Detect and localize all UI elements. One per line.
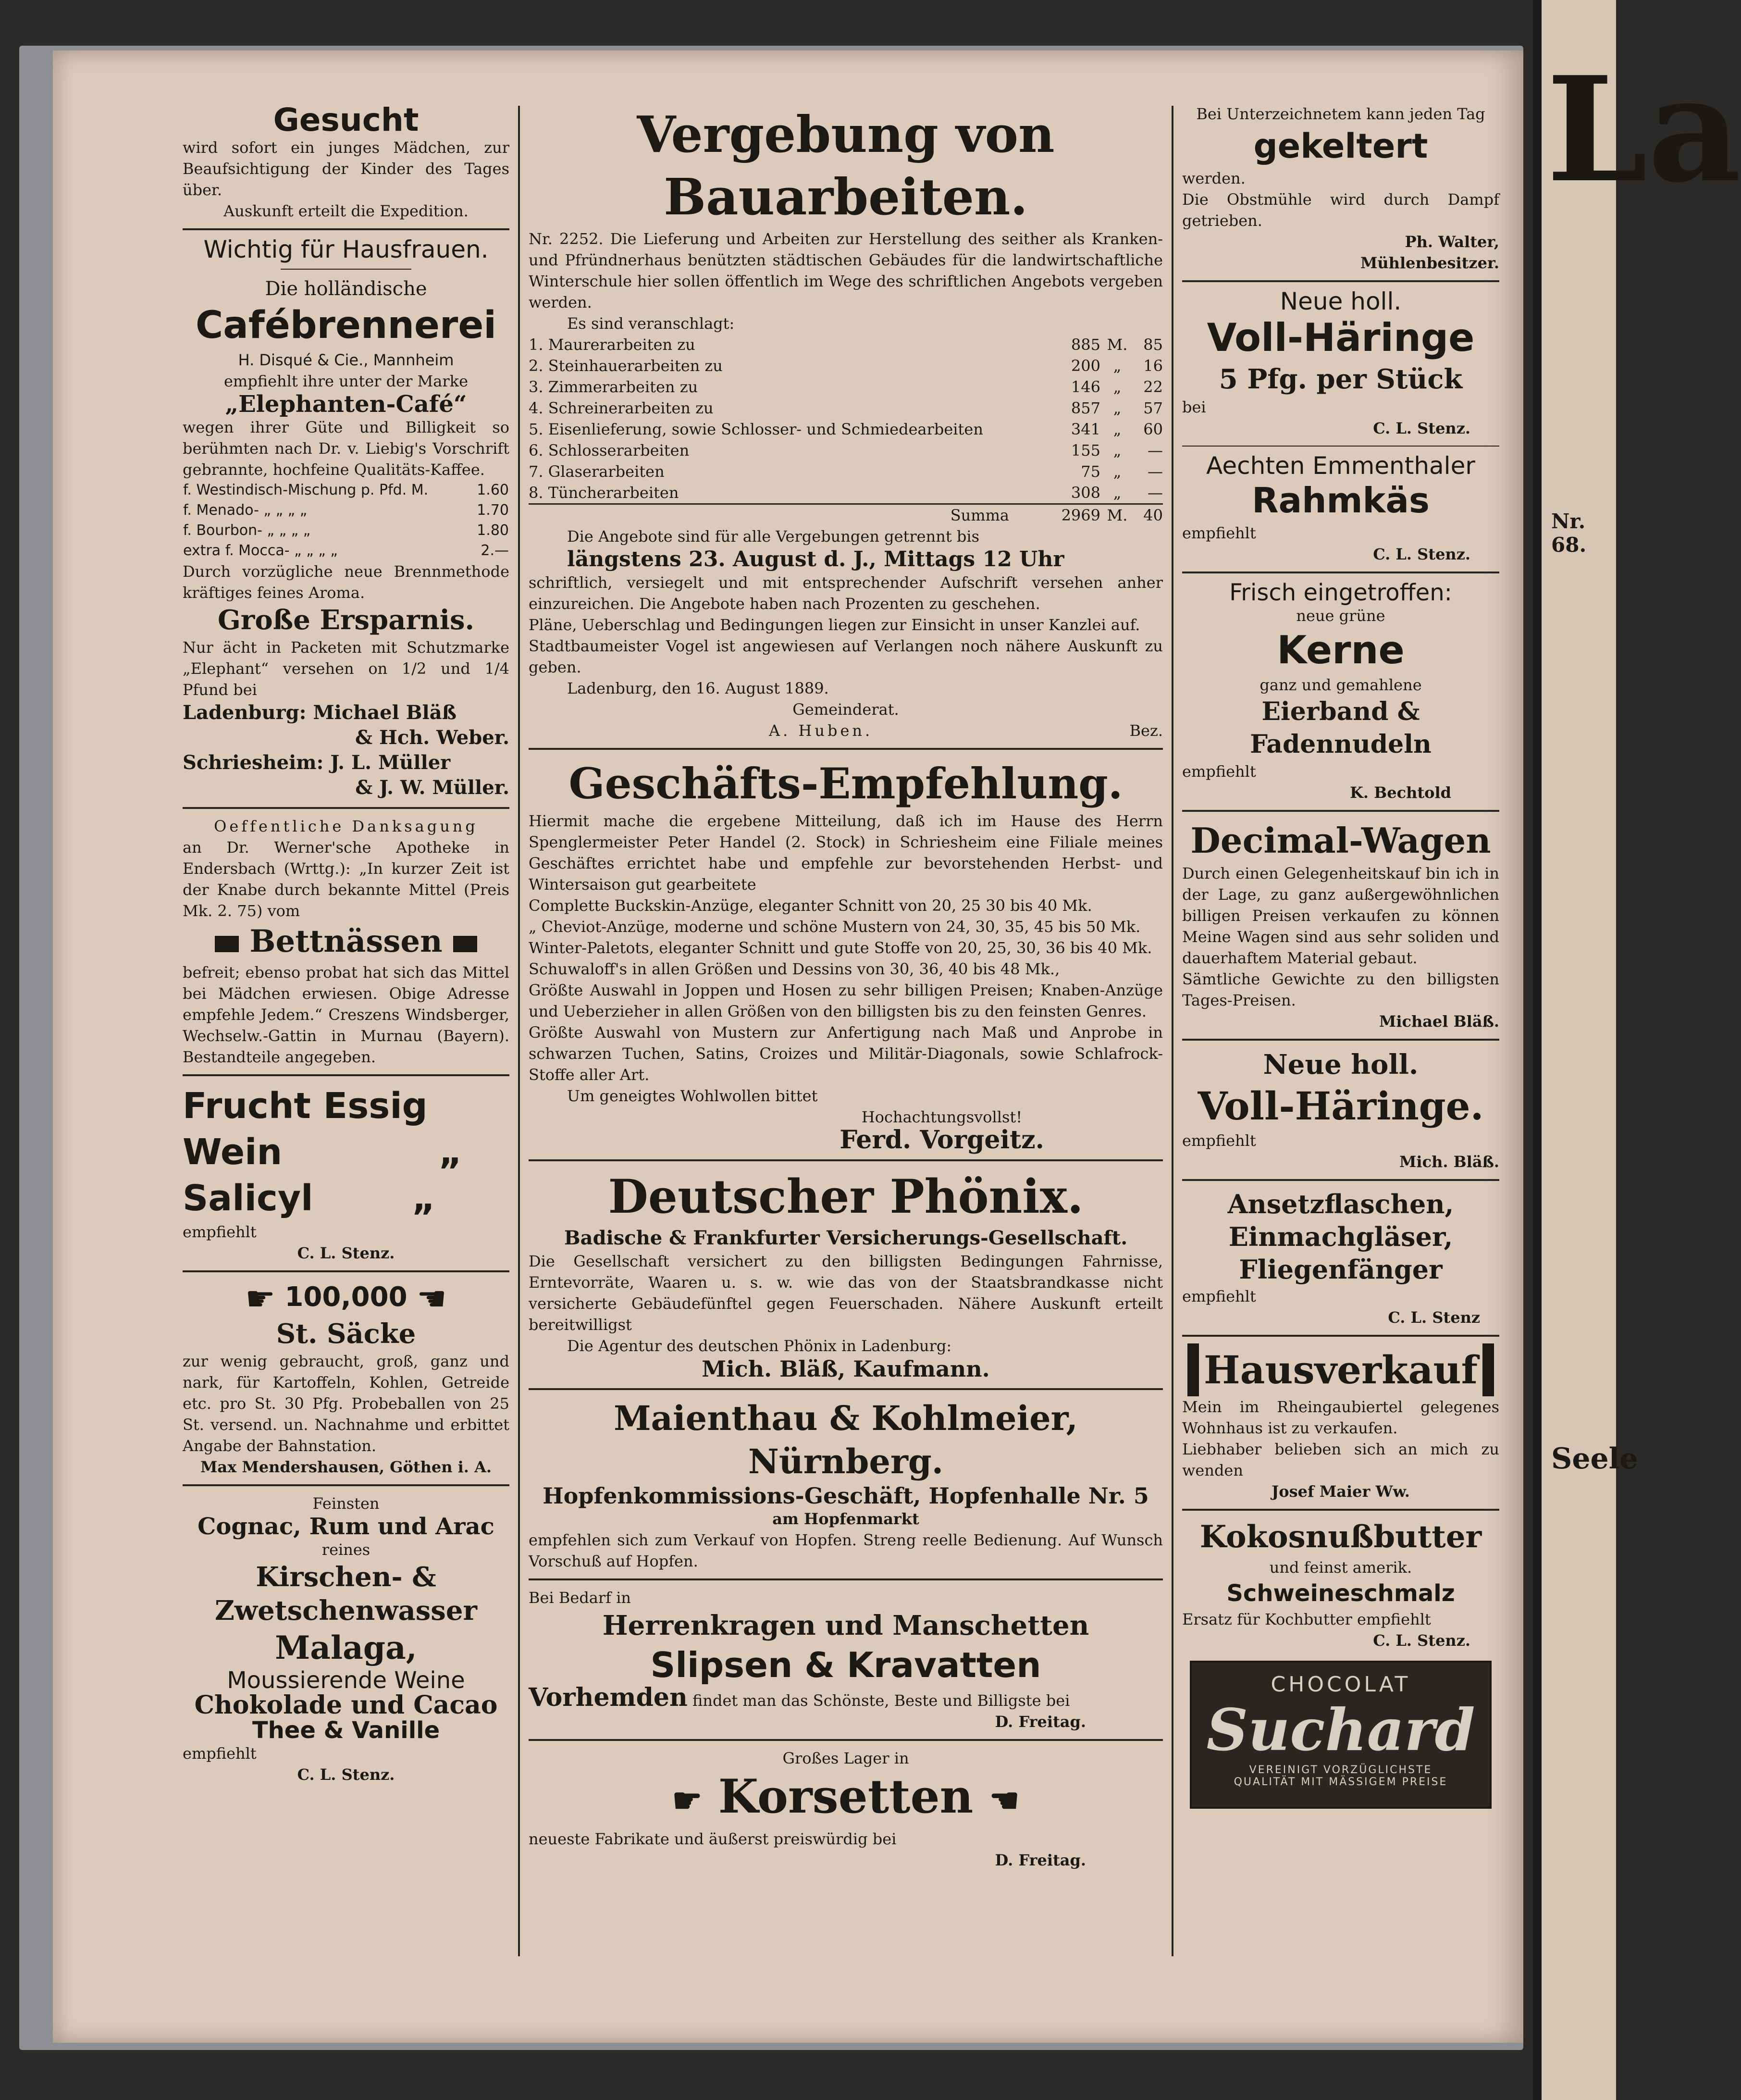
sum-label: Summa — [950, 506, 1009, 524]
seller-name: Michael Bläß — [313, 701, 457, 724]
sum-pf: 40 — [1143, 506, 1163, 524]
cafe-seller-ladenburg — [183, 700, 509, 725]
divider — [1182, 280, 1499, 282]
ad-wagen — [1182, 819, 1499, 1032]
haeringe1-seller: C. L. Stenz. — [1373, 419, 1470, 437]
haus-heading — [1182, 1343, 1499, 1396]
divider — [1182, 1179, 1499, 1181]
hopfen-title: Maienthau & Kohlmeier, Nürnberg. — [614, 1398, 1078, 1481]
dank-text2: befreit; ebenso probat hat sich das Mittel bei Mädchen erwiesen. Obige Adresse empfehle Jedem.“ Creszens Windsberger, Wechselw.-Gattin in Murnau (Bayern). Bestandteile angegeben. — [183, 963, 509, 1066]
cost-pf: — — [1148, 462, 1163, 481]
price-row — [183, 521, 509, 541]
divider — [1182, 446, 1499, 447]
kragen-intro: Bei Bedarf in — [529, 1589, 631, 1607]
cost-mark: 885 — [1071, 336, 1100, 354]
bau-title: Vergebung von Bauarbeiten. — [637, 105, 1055, 226]
saecke-title: St. Säcke — [276, 1317, 416, 1350]
divider — [529, 1578, 1163, 1580]
price-name: f. Menado- „ „ „ „ — [183, 502, 308, 519]
wagen-title: Decimal-Wagen — [1190, 820, 1491, 861]
pointing-hand-right-icon: ☛ — [245, 1279, 275, 1318]
divider — [183, 228, 509, 230]
essig-line3 — [183, 1175, 509, 1221]
cafe-savings: Große Ersparnis. — [217, 604, 475, 636]
cost-pf: 60 — [1143, 420, 1163, 438]
wagen-text2: Sämtliche Gewichte zu den billigsten Tages-Preisen. — [1182, 970, 1499, 1009]
keltern-werden: werden. — [1182, 169, 1246, 187]
bau-bez: Bez. — [1129, 721, 1163, 740]
bau-cost-table — [529, 334, 1163, 526]
essig-recommend: empfiehlt — [183, 1223, 257, 1241]
divider — [1182, 810, 1499, 812]
cost-row — [529, 461, 1163, 482]
bau-plans: Pläne, Ueberschlag und Bedingungen liegen zur Einsicht in unser Kanzlei auf. — [529, 616, 1140, 634]
cafe-desc: wegen ihrer Güte und Billigkeit so berühmten nach Dr. v. Liebig's Vorschrift gebrannte, hochfeine Qualitäts-Kaffee. — [183, 418, 509, 479]
saecke-count: 100,000 — [284, 1281, 407, 1313]
divider — [183, 1270, 509, 1272]
divider — [1182, 1039, 1499, 1041]
flaschen-recommend: empfiehlt — [1182, 1287, 1256, 1305]
kaese-recommend: empfiehlt — [1182, 524, 1256, 542]
cafe-price-table — [183, 480, 509, 561]
gesucht-title: Gesucht — [273, 101, 419, 138]
phoenix-title: Deutscher Phönix. — [608, 1169, 1084, 1224]
ad-kragen — [529, 1587, 1163, 1732]
flaschen-line3: Fliegenfänger — [1239, 1254, 1443, 1285]
essig-seller: C. L. Stenz. — [297, 1244, 395, 1262]
cost-row — [529, 419, 1163, 440]
cost-unit: „ — [1113, 399, 1122, 417]
flaschen-line1: Ansetzflaschen, — [1227, 1189, 1454, 1219]
keltern-signer: Ph. Walter, — [1405, 233, 1499, 251]
kragen-seller: D. Freitag. — [995, 1713, 1086, 1731]
saecke-count-line — [183, 1279, 509, 1317]
seller-name: & Hch. Weber. — [355, 726, 509, 749]
kragen-vorhemden: Vorhemden — [529, 1683, 688, 1712]
phoenix-agency: Die Agentur des deutschen Phönix in Ladenburg: — [567, 1337, 952, 1355]
divider — [529, 748, 1163, 750]
ad-kaese — [1182, 453, 1499, 565]
haeringe2-seller: Mich. Bläß. — [1399, 1153, 1499, 1171]
spirits-reines: reines — [321, 1540, 370, 1559]
facing-page — [1533, 0, 1741, 2100]
suchard-advert — [1190, 1661, 1492, 1809]
geschaeft-item3: Winter-Paletots, eleganter Schnitt und gute Stoffe von 20, 25, 30, 36 bis 40 Mk. — [529, 939, 1152, 957]
divider — [529, 1739, 1163, 1741]
dank-title: Oeffentliche Danksagung — [214, 817, 478, 835]
cost-pf: 16 — [1143, 357, 1163, 375]
bau-deadline: längstens 23. August d. J., Mittags 12 Uhr — [567, 547, 1064, 572]
column-rule-2 — [1172, 106, 1173, 1956]
cost-pf: 22 — [1143, 378, 1163, 396]
gesucht-info: Auskunft erteilt die Expedition. — [223, 202, 469, 220]
haeringe1-price: 5 Pfg. per Stück — [1219, 363, 1463, 395]
kerne-intro: Frisch eingetroffen: — [1229, 579, 1452, 606]
seller-place: Schriesheim: — [183, 751, 324, 774]
ad-essig — [183, 1083, 509, 1264]
cafe-seller-schriesheim — [183, 750, 509, 775]
divider — [1182, 1509, 1499, 1511]
haeringe1-intro: Neue holl. — [1280, 287, 1402, 315]
column-middle — [529, 103, 1163, 1871]
spirits-line7: Thee & Vanille — [252, 1716, 440, 1744]
cafe-firm: H. Disqué & Cie., Mannheim — [238, 351, 454, 369]
cost-unit: „ — [1113, 441, 1122, 460]
kokos-title2: Schweineschmalz — [1226, 1580, 1455, 1607]
spirits-line4: Malaga, — [275, 1628, 417, 1666]
cost-pf: 57 — [1143, 399, 1163, 417]
spirits-line6: Chokolade und Cacao — [194, 1690, 498, 1720]
keltern-title: gekeltert — [1253, 126, 1428, 166]
column-right — [1182, 103, 1499, 1809]
divider — [1182, 1335, 1499, 1337]
ad-danksagung — [183, 816, 509, 1068]
cost-label: 4. Schreinerarbeiten zu — [529, 399, 714, 417]
suchard-bottom2: QUALITÄT MIT MÄSSIGEM PREISE — [1234, 1776, 1448, 1788]
divider — [529, 1159, 1163, 1161]
spirits-line3: Zwetschenwasser — [215, 1594, 477, 1627]
cost-unit: „ — [1113, 420, 1122, 438]
kragen-line2: Slipsen & Kravatten — [650, 1645, 1041, 1685]
kerne-recommend: empfiehlt — [1182, 762, 1256, 781]
price-name: f. Westindisch-Mischung p. Pfd. M. — [183, 482, 429, 498]
saecke-seller: Max Mendershausen, Göthen i. A. — [200, 1457, 492, 1476]
ad-kerne — [1182, 580, 1499, 803]
kragen-text: findet man das Schönste, Beste und Billigste bei — [692, 1691, 1070, 1710]
price-value: 2.— — [481, 542, 509, 559]
cost-mark: 146 — [1071, 378, 1100, 396]
ditto-mark: „ — [439, 1131, 462, 1173]
divider — [183, 1074, 509, 1076]
hopfen-sub2: am Hopfenmarkt — [772, 1510, 919, 1528]
suchard-brand: Suchard — [1206, 1696, 1475, 1764]
kaese-intro: Aechten Emmenthaler — [1206, 452, 1475, 480]
kerne-line2: Eierband & Fadennudeln — [1250, 697, 1432, 759]
ad-kokos — [1182, 1517, 1499, 1651]
phoenix-agent: Mich. Bläß, Kaufmann. — [702, 1356, 990, 1382]
ad-gesucht — [183, 103, 509, 222]
cafe-aroma: Durch vorzügliche neue Brennmethode kräftiges feines Aroma. — [183, 562, 509, 602]
cost-unit: „ — [1113, 357, 1122, 375]
cost-unit: „ — [1113, 462, 1122, 481]
seller-name: & J. W. Müller. — [355, 776, 509, 799]
cost-label: 1. Maurerarbeiten zu — [529, 336, 695, 354]
cafe-intro: Die holländische — [265, 278, 427, 300]
kokos-seller: C. L. Stenz. — [1373, 1631, 1470, 1650]
price-value: 1.60 — [477, 482, 509, 498]
kragen-line3 — [529, 1683, 1163, 1712]
suchard-bottom1: VEREINIGT VORZÜGLICHSTE — [1249, 1764, 1432, 1776]
cost-label: 6. Schlosserarbeiten — [529, 441, 690, 460]
cost-unit: „ — [1113, 484, 1122, 502]
keltern-role: Mühlenbesitzer. — [1360, 254, 1499, 272]
column-rule-1 — [518, 106, 520, 1956]
cost-row — [529, 440, 1163, 461]
ad-bauarbeiten — [529, 103, 1163, 741]
spirits-recommend: empfiehlt — [183, 1744, 257, 1763]
wagen-text: Durch einen Gelegenheitskauf bin ich in der Lage, zu ganz außergewöhnlichen billigen Preisen verkaufen zu können Meine Wagen sind aus sehr soliden und dauerhaftem Material gebaut. — [1182, 864, 1499, 967]
price-row — [183, 480, 509, 500]
haeringe2-intro: Neue holl. — [1263, 1049, 1419, 1081]
korsett-text: neueste Fabrikate und äußerst preiswürdig bei — [529, 1830, 897, 1849]
cost-unit: „ — [1113, 378, 1122, 396]
kokos-text: Ersatz für Kochbutter empfiehlt — [1182, 1610, 1431, 1628]
spirits-line1: Cognac, Rum und Arac — [198, 1513, 494, 1540]
ad-haeringe2 — [1182, 1047, 1499, 1172]
cost-mark: 75 — [1081, 462, 1100, 481]
keltern-text: Die Obstmühle wird durch Dampf getrieben. — [1182, 190, 1499, 230]
facing-seele: Seele — [1551, 1442, 1638, 1476]
bau-offers2: schriftlich, versiegelt und mit entsprechender Aufschrift versehen anher einzureichen. Die Angebote haben nach Prozenten zu geschehen. — [529, 573, 1163, 613]
cost-label: 3. Zimmerarbeiten zu — [529, 378, 698, 396]
ad-hopfen — [529, 1397, 1163, 1572]
divider — [529, 1388, 1163, 1390]
cost-mark: 155 — [1071, 441, 1100, 460]
ad-keltern — [1182, 103, 1499, 273]
ad-phoenix — [529, 1168, 1163, 1381]
flaschen-seller: C. L. Stenz — [1388, 1308, 1480, 1327]
korsett-intro: Großes Lager in — [782, 1749, 909, 1767]
haeringe1-title: Voll-Häringe — [1207, 315, 1475, 360]
cost-row — [529, 482, 1163, 504]
geschaeft-item5: Größte Auswahl in Joppen und Hosen zu sehr billigen Preisen; Knaben-Anzüge und Ueberzieher in allen Größen von den billigsten bis zu den feinsten Genres. — [529, 981, 1163, 1020]
geschaeft-item2: „ Cheviot-Anzüge, moderne und schöne Mustern von 24, 30, 35, 45 bis 50 Mk. — [529, 918, 1141, 936]
essig-word: Salicyl — [183, 1178, 313, 1219]
seller-name: J. L. Müller — [330, 751, 451, 774]
kerne-sub: neue grüne — [1296, 607, 1385, 625]
cost-label: 8. Tüncherarbeiten — [529, 484, 679, 502]
spirits-line2: Kirschen- & — [256, 1561, 436, 1593]
black-bar-icon — [1482, 1343, 1494, 1396]
bau-council: Gemeinderat. — [792, 700, 899, 719]
gesucht-text: wird sofort ein junges Mädchen, zur Beaufsichtigung der Kinder des Tages über. — [183, 138, 509, 199]
geschaeft-intro: Hiermit mache die ergebene Mitteilung, daß ich im Hause des Herrn Spenglermeister Peter Handel (2. Stock) in Schriesheim eine Filiale meines Geschäftes errichtet habe und empfehle zur bevorstehenden Herbst- und Wintersaison gut gearbeitete — [529, 812, 1163, 894]
bett-title: Bettnässen — [249, 923, 443, 959]
korsett-seller: D. Freitag. — [995, 1851, 1086, 1870]
cost-label: 5. Eisenlieferung, sowie Schlosser- und Schmiedearbeiten — [529, 420, 983, 438]
facing-masthead: La — [1546, 45, 1741, 214]
haus-text2: Liebhaber belieben sich an mich zu wenden — [1182, 1440, 1499, 1479]
spirits-feinsten: Feinsten — [312, 1494, 380, 1513]
haus-seller: Josef Maier Ww. — [1272, 1482, 1410, 1501]
cost-mark: 200 — [1071, 357, 1100, 375]
phoenix-text: Die Gesellschaft versichert zu den billigsten Bedingungen Fahrnisse, Erntevorräte, Waaren u. s. w. wie das von der Staatsbrandkasse nicht versicherte Gebäudefünftel gegen Feuerschaden. Nähere Auskunft erteilt bereitwilligst — [529, 1252, 1163, 1334]
hopfen-text: empfehlen sich zum Verkauf von Hopfen. Streng reelle Bedienung. Auf Wunsch Vorschuß auf Hopfen. — [529, 1531, 1163, 1570]
price-value: 1.80 — [477, 522, 509, 539]
essig-word: Wein — [183, 1131, 283, 1173]
sum-mark: 2969 — [1061, 506, 1100, 524]
spirits-seller: C. L. Stenz. — [297, 1765, 395, 1784]
ad-haeringe1 — [1182, 289, 1499, 439]
geschaeft-regards: Hochachtungsvollst! — [861, 1108, 1023, 1126]
haeringe1-bei: bei — [1182, 398, 1206, 416]
bett-heading — [183, 921, 509, 962]
cost-label: 2. Steinhauerarbeiten zu — [529, 357, 723, 375]
cost-pf: 85 — [1143, 336, 1163, 354]
phoenix-subtitle: Badische & Frankfurter Versicherungs-Gesellschaft. — [564, 1227, 1128, 1249]
cost-mark: 308 — [1071, 484, 1100, 502]
bau-vogel: Stadtbaumeister Vogel ist angewiesen auf Verlangen noch nähere Auskunft zu geben. — [529, 637, 1163, 676]
price-name: f. Bourbon- „ „ „ „ — [183, 522, 311, 539]
haus-text: Mein im Rheingaubiertel gelegenes Wohnhaus ist zu verkaufen. — [1182, 1398, 1499, 1437]
ad-flaschen — [1182, 1188, 1499, 1328]
kokos-title: Kokosnußbutter — [1199, 1519, 1482, 1555]
ad-saecke — [183, 1279, 509, 1478]
geschaeft-item6: Größte Auswahl von Mustern zur Anfertigung nach Maß und Anprobe in schwarzen Tuchen, Satins, Croizes und Militär-Diagonals, sowie Schlafrock-Stoffe aller Art. — [529, 1023, 1163, 1084]
geschaeft-item1: Complette Buckskin-Anzüge, eleganter Schnitt von 20, 25 30 bis 40 Mk. — [529, 896, 1092, 915]
cost-row — [529, 398, 1163, 419]
sum-unit: M. — [1107, 506, 1128, 524]
divider — [183, 807, 509, 809]
kragen-line1: Herrenkragen und Manschetten — [602, 1610, 1089, 1641]
ad-korsett — [529, 1748, 1163, 1871]
spirits-line5: Moussierende Weine — [227, 1666, 465, 1694]
ad-spirits — [183, 1493, 509, 1785]
cost-pf: — — [1148, 441, 1163, 460]
flaschen-line2: Einmachgläser, — [1228, 1221, 1453, 1252]
essig-line1: Frucht Essig — [183, 1085, 428, 1127]
bau-signature — [529, 720, 1163, 741]
cost-row — [529, 334, 1163, 355]
cost-label: 7. Glaserarbeiten — [529, 462, 665, 481]
wagen-seller: Michael Bläß. — [1379, 1012, 1499, 1031]
haus-title: Hausverkauf — [1204, 1347, 1478, 1392]
bau-signer: A. Huben. — [769, 721, 873, 740]
geschaeft-signer: Ferd. Vorgeitz. — [840, 1125, 1044, 1155]
haeringe2-title: Voll-Häringe. — [1198, 1083, 1484, 1129]
geschaeft-title: Geschäfts-Empfehlung. — [568, 758, 1123, 808]
column-left — [183, 103, 509, 1785]
cafe-packets: Nur ächt in Packeten mit Schutzmarke „Elephant“ versehen on 1/2 und 1/4 Pfund bei — [183, 638, 509, 699]
cafe-brand: „Elephanten-Café“ — [225, 391, 467, 418]
korsett-title-line — [529, 1769, 1163, 1828]
ditto-mark: „ — [412, 1178, 435, 1219]
cafe-headline: Wichtig für Hausfrauen. — [203, 236, 489, 263]
ad-cafe — [183, 237, 509, 800]
cost-row — [529, 376, 1163, 398]
black-block-icon — [215, 936, 239, 952]
kaese-title: Rahmkäs — [1252, 480, 1430, 521]
cost-unit: M. — [1107, 336, 1128, 354]
dank-text: an Dr. Werner'sche Apotheke in Endersbach (Wrttg.): „In kurzer Zeit ist der Knabe durch bekannte Mittel (Preis Mk. 2. 75) vom — [183, 838, 509, 920]
ad-hausverkauf — [1182, 1343, 1499, 1502]
bau-date: Ladenburg, den 16. August 1889. — [567, 679, 829, 697]
saecke-text: zur wenig gebraucht, groß, ganz und nark, für Kartoffeln, Kohlen, Getreide etc. pro St. 30 Pfg. Probeballen von 25 St. versend. un. Nachnahme und erbittet Angabe der Bahnstation. — [183, 1352, 509, 1455]
black-block-icon — [453, 936, 477, 952]
bau-intro: Nr. 2252. Die Lieferung und Arbeiten zur Herstellung des seither als Kranken- und Pfründnerhaus benützten städtischen Gebäudes für die landwirtschaftliche Winterschule hier sollen öffentlich im Wege des schriftlichen Angebots vergeben werden. — [529, 230, 1163, 311]
divider — [183, 1484, 509, 1486]
kaese-seller: C. L. Stenz. — [1373, 545, 1470, 563]
divider — [1182, 572, 1499, 573]
cost-row — [529, 355, 1163, 376]
pointing-hand-left-icon: ☚ — [417, 1279, 447, 1318]
bau-est: Es sind veranschlagt: — [567, 314, 735, 333]
cafe-line1: empfiehlt ihre unter der Marke — [223, 372, 468, 390]
black-bar-icon — [1187, 1343, 1199, 1396]
kerne-title: Kerne — [1277, 628, 1405, 672]
cost-sum-row — [529, 504, 1163, 526]
price-name: extra f. Mocca- „ „ „ „ — [183, 542, 338, 559]
divider — [281, 269, 411, 270]
cost-mark: 857 — [1071, 399, 1100, 417]
haeringe2-recommend: empfiehlt — [1182, 1131, 1256, 1150]
ad-geschaeft — [529, 757, 1163, 1153]
geschaeft-closing: Um geneigtes Wohlwollen bittet — [567, 1087, 818, 1105]
bau-offers: Die Angebote sind für alle Vergebungen getrennt bis — [567, 527, 979, 546]
kerne-line: ganz und gemahlene — [1259, 676, 1422, 694]
essig-line2 — [183, 1129, 509, 1175]
cost-pf: — — [1148, 484, 1163, 502]
suchard-top: CHOCOLAT — [1271, 1672, 1411, 1697]
seller-place: Ladenburg: — [183, 701, 307, 724]
keltern-intro: Bei Unterzeichnetem kann jeden Tag — [1196, 105, 1485, 123]
kerne-seller: K. Bechtold — [1350, 783, 1451, 802]
facing-issue-number: Nr. 68. — [1551, 509, 1587, 557]
cost-mark: 341 — [1071, 420, 1100, 438]
kokos-sub: und feinst amerik. — [1269, 1558, 1412, 1577]
pointing-hand-right-icon: ☛ — [672, 1780, 703, 1821]
korsett-title: Korsetten — [718, 1769, 974, 1824]
price-row — [183, 541, 509, 561]
hopfen-sub: Hopfenkommissions-Geschäft, Hopfenhalle Nr. 5 — [543, 1483, 1149, 1509]
pointing-hand-left-icon: ☚ — [989, 1780, 1020, 1821]
price-row — [183, 500, 509, 521]
cafe-title: Cafébrennerei — [196, 304, 496, 347]
geschaeft-item4: Schuwaloff's in allen Größen und Dessins von 30, 36, 40 bis 48 Mk., — [529, 960, 1060, 978]
price-value: 1.70 — [477, 502, 509, 519]
